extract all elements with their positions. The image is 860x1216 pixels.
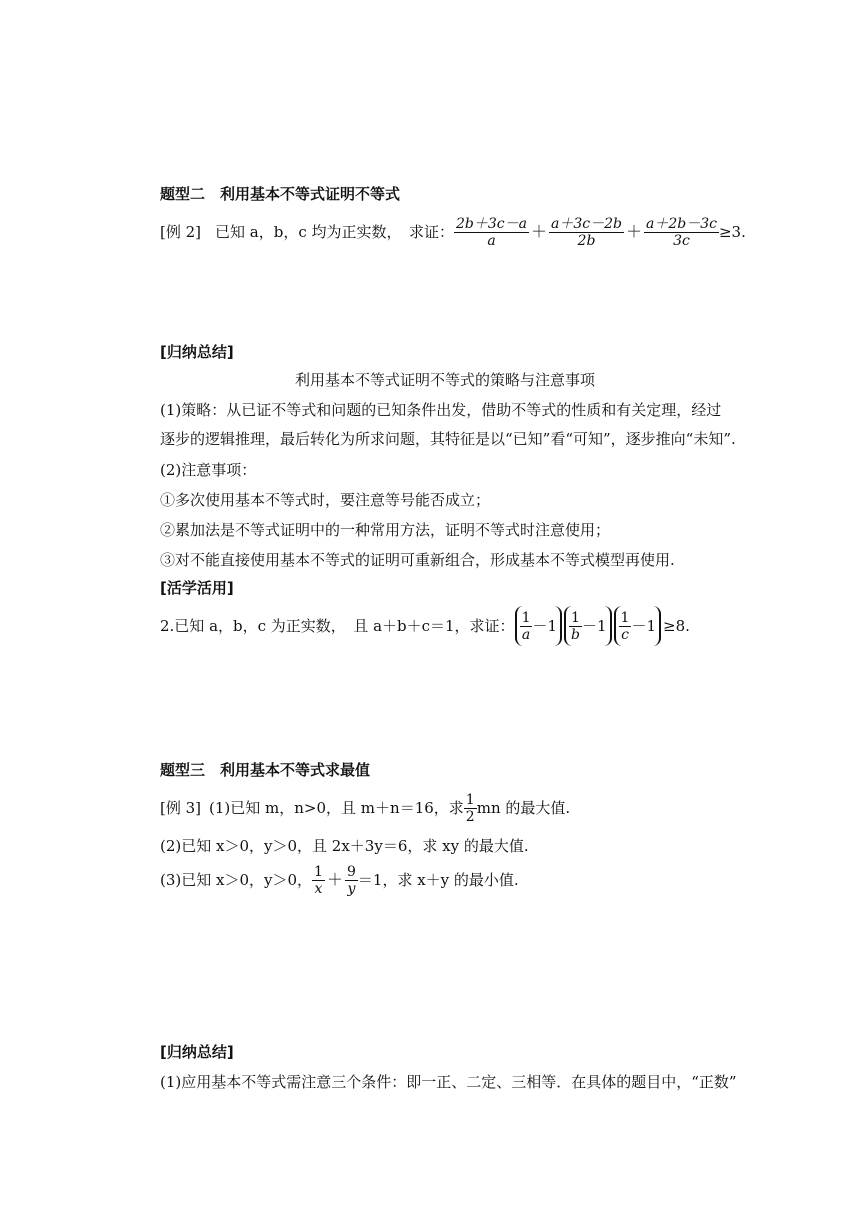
bracket-term [614,606,661,646]
summary-label: [归纳总结] [160,1043,234,1061]
fraction-denominator: c [621,626,629,643]
notes-heading: (2)注意事项： [160,461,257,479]
plus-sign: ＋ [625,222,642,241]
note-item-1: ①多次使用基本不等式时，要注意等号能否成立； [160,491,491,509]
minus-one: －1 [532,617,558,635]
minus-one: －1 [582,617,607,635]
bracket-term [564,606,612,646]
practice-label: [活学活用] [160,579,234,597]
fraction-denominator: x [314,880,323,897]
strategy-line-1: (1)策略：从已证不等式和问题的已知条件出发，借助不等式的性质和有关定理，经过 [160,401,722,419]
fraction-numerator: 9 [346,863,356,880]
summary-title: 利用基本不等式证明不等式的策略与注意事项 [294,371,595,389]
fraction [345,864,358,897]
plus-sign: ＋ [530,222,547,241]
summary-paragraph: (1)应用基本不等式需注意三个条件：即一正、二定、三相等．在具体的题目中，“正数” [160,1073,737,1091]
example-label: [例 3] [160,799,202,817]
example-2 [160,212,746,252]
fraction [520,610,533,643]
fraction [464,792,477,825]
bracket-term [515,606,562,646]
section-heading: 题型二 利用基本不等式证明不等式 [160,185,401,203]
question-3-pre: (3)已知 x＞0，y＞0， [160,871,313,889]
fraction-numerator: 1 [465,791,475,808]
example-3-q1 [160,788,570,828]
plus-sign: ＋ [326,870,343,889]
fraction [569,610,582,643]
fraction-denominator: y [347,880,356,897]
fraction-numerator: a＋2b－3c [645,215,717,232]
example-3-q3 [160,858,519,902]
fraction [619,610,632,643]
fraction-numerator: a＋3c－2b [551,215,622,232]
fraction-denominator: b [571,626,580,643]
note-item-3: ③对不能直接使用基本不等式的证明可重新组合，形成基本不等式模型再使用. [160,551,675,569]
fraction-denominator: a [487,232,496,249]
example-text: 已知 a，b，c 均为正实数， 求证： [215,223,455,241]
summary-label: [归纳总结] [160,343,234,361]
fraction-numerator: 1 [521,609,531,626]
inequality-tail: ≥8. [663,617,690,635]
fraction-numerator: 2b＋3c－a [456,215,527,232]
question-3-post: ＝1，求 x＋y 的最小值. [357,871,519,889]
fraction [312,864,325,897]
fraction [644,216,719,249]
example-label: [例 2] [160,223,202,241]
fraction-denominator: a [521,626,531,643]
inequality-tail: ≥3. [718,223,746,241]
practice-text: 2.已知 a，b，c 为正实数， 且 a＋b＋c＝1，求证： [160,617,515,635]
practice-problem [160,604,690,648]
question-1-pre: (1)已知 m，n>0，且 m＋n＝16，求 [209,799,464,817]
fraction [549,216,624,249]
example-3-q2: (2)已知 x＞0，y＞0，且 2x＋3y＝6，求 xy 的最大值. [160,837,529,855]
fraction [454,216,529,249]
fraction-numerator: 1 [620,609,630,626]
section-heading: 题型三 利用基本不等式求最值 [160,761,371,779]
fraction-denominator: 2b [577,232,596,249]
note-item-2: ②累加法是不等式证明中的一种常用方法，证明不等式时注意使用； [160,521,611,539]
fraction-numerator: 1 [569,610,582,627]
fraction-denominator: 2 [465,808,475,825]
fraction-denominator: 3c [673,232,690,249]
strategy-line-2: 逐步的逻辑推理，最后转化为所求问题，其特征是以“已知”看“可知”，逐步推向“未知”. [160,430,736,448]
minus-one: －1 [631,617,657,635]
fraction-numerator: 1 [314,863,323,880]
question-1-post: mn 的最大值. [476,799,571,817]
